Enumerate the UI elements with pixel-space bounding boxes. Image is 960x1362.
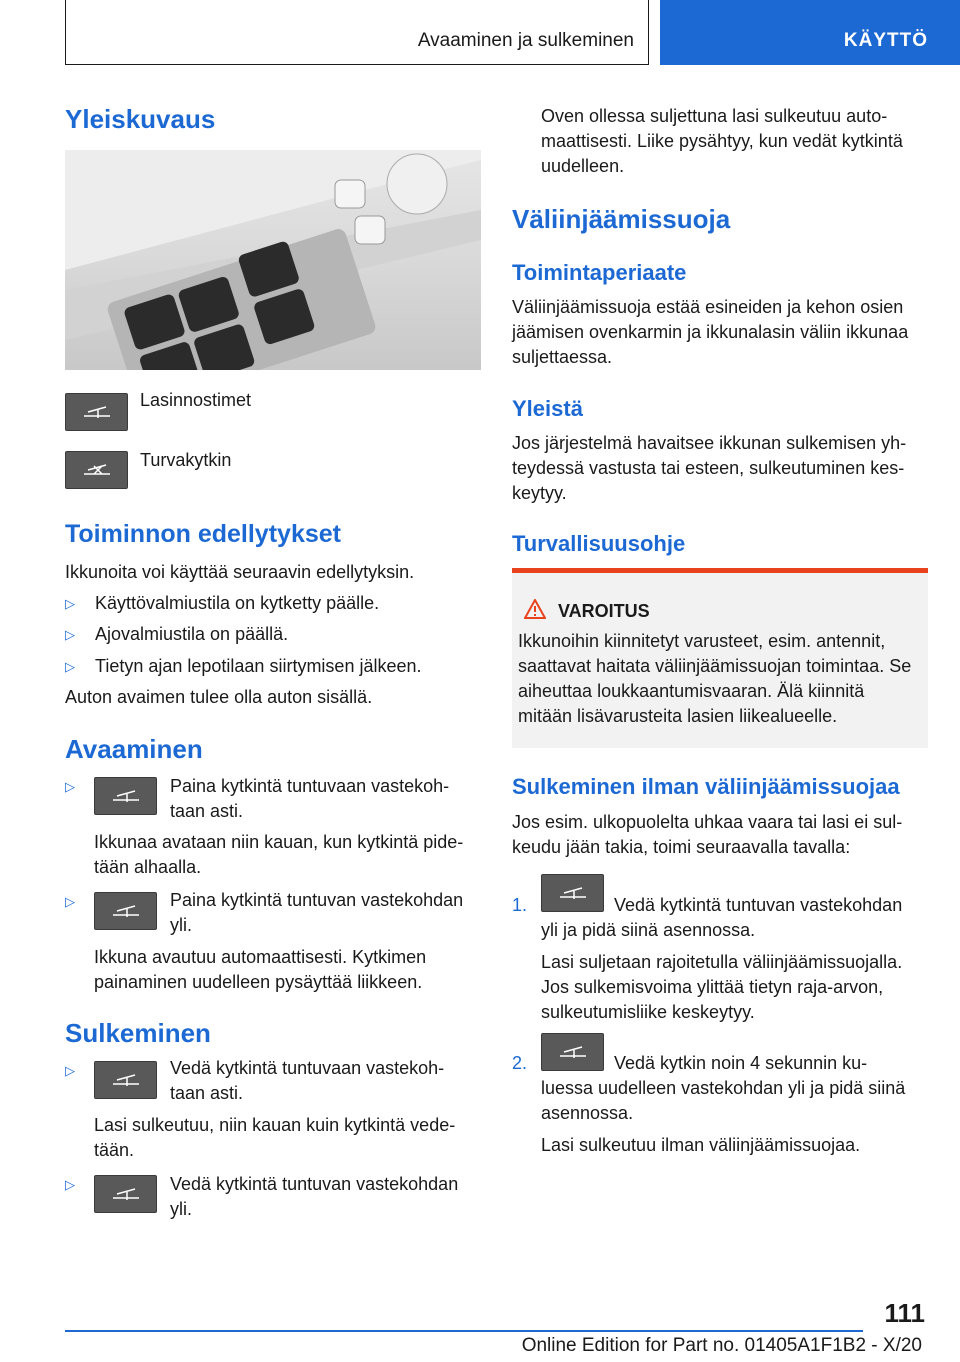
no-pinch-heading: Sulkeminen ilman väliinjäämissuojaa: [512, 774, 900, 799]
bullet-icon: ▷: [65, 894, 75, 909]
header-chapter-title: KÄYTTÖ: [843, 30, 928, 51]
general-heading: Yleistä: [512, 396, 583, 421]
prerequisites-note: Auton avaimen tulee olla auton sisällä.: [65, 687, 373, 707]
closing-heading: Sulkeminen: [65, 1018, 211, 1048]
step-2-text: Vedä kytkin noin 4 sekunnin ku-: [614, 1053, 868, 1073]
step-number: 1.: [512, 895, 528, 915]
bullet-icon: ▷: [65, 659, 75, 674]
list-item: ▷ Ajovalmiustila on päällä.: [65, 622, 481, 647]
general-text: Jos järjestelmä havaitsee ikkunan sulkemisen yh-teydessä vastusta tai esteen, sulkeutuminen kes-keytyy.: [512, 433, 907, 503]
footer-rule: [65, 1330, 863, 1332]
close-step-2-line1: Vedä kytkintä tuntuvan vastekohdan: [170, 1174, 459, 1194]
window-switch-icon: [94, 777, 157, 815]
header-chapter-tab: [660, 0, 960, 65]
bullet-icon: ▷: [65, 779, 75, 794]
header-section-title: Avaaminen ja sulkeminen: [417, 30, 634, 51]
window-switch-icon: [541, 1033, 604, 1071]
header-section-box: [65, 0, 649, 65]
window-switch-icon: [94, 1061, 157, 1099]
window-switch-photo: [65, 150, 481, 370]
warning-text: Ikkunoihin kiinnitetyt varusteet, esim. antennit, saattavat haitata väliinjäämissuojan toimintaa. Se aiheuttaa loukkaantumisvaaran. Älä kiinnitä mitään lisävarusteita lasien liikealueelle.: [518, 631, 912, 726]
overview-heading: Yleiskuvaus: [65, 104, 216, 134]
step-1-text: Vedä kytkintä tuntuvan vastekohdan: [614, 895, 903, 915]
close-step-2-line2: yli.: [170, 1199, 192, 1219]
safety-switch-icon: [65, 451, 128, 489]
list-item: ▷ Käyttövalmiustila on kytketty päälle.: [65, 591, 481, 616]
window-switch-illustration: [65, 150, 481, 370]
open-step-2-line1: Paina kytkintä tuntuvan vastekohdan: [170, 890, 464, 910]
prerequisites-heading: Toiminnon edellytykset: [65, 520, 341, 548]
open-step-1-line2: taan asti.: [170, 801, 244, 821]
safety-heading: Turvallisuusohje: [512, 531, 686, 556]
window-lifter-icon: [65, 393, 128, 431]
pinch-protection-heading: Väliinjäämissuoja: [512, 204, 731, 234]
step-number: 2.: [512, 1053, 528, 1073]
prerequisites-intro: Ikkunoita voi käyttää seuraavin edellytyksin.: [65, 562, 415, 582]
principle-heading: Toimintaperiaate: [512, 260, 687, 285]
bullet-icon: ▷: [65, 627, 75, 642]
warning-box: [512, 568, 928, 748]
step-2-result: Lasi sulkeutuu ilman väliinjäämissuojaa.: [541, 1135, 861, 1155]
open-step-1-result: Ikkunaa avataan niin kauan, kun kytkintä pide-tään alhaalla.: [94, 832, 464, 877]
window-switch-icon: [541, 874, 604, 912]
bullet-icon: ▷: [65, 1177, 75, 1192]
page-number: 111: [884, 1298, 925, 1328]
close-step-1-line1: Vedä kytkintä tuntuvaan vastekoh-: [170, 1058, 445, 1078]
open-step-2-result: Ikkuna avautuu automaattisesti. Kytkimen painaminen uudelleen pysäyttää liikkeen.: [94, 947, 427, 992]
close-step-1-line2: taan asti.: [170, 1083, 244, 1103]
list-item: ▷ Tietyn ajan lepotilaan siirtymisen jälkeen.: [65, 654, 481, 679]
open-step-1-line1: Paina kytkintä tuntuvaan vastekoh-: [170, 776, 450, 796]
close-step-1-result: Lasi sulkeutuu, niin kauan kuin kytkintä vede-tään.: [94, 1115, 456, 1160]
no-pinch-intro: Jos esim. ulkopuolelta uhkaa vaara tai lasi ei sul-keudu jään takia, toimi seuraavalla tavalla:: [512, 812, 903, 857]
legend-label-safety-switch: Turvakytkin: [140, 450, 232, 470]
legend-label-window-lifters: Lasinnostimet: [140, 390, 252, 410]
principle-text: Väliinjäämissuoja estää esineiden ja kehon osien jäämisen ovenkarmin ja ikkunalasin väliin ikkunaa suljettaessa.: [512, 297, 909, 367]
window-switch-icon: [94, 892, 157, 930]
open-step-2-line2: yli.: [170, 915, 192, 935]
step-1-text-cont: yli ja pidä siinä asennossa.: [541, 920, 756, 940]
footer-edition: Online Edition for Part no. 01405A1F1B2 - X/20: [521, 1335, 922, 1356]
warning-title: VAROITUS: [558, 601, 650, 621]
step-1-result: Lasi suljetaan rajoitetulla väliinjäämissuojalla. Jos sulkemisvoima ylittää tietyn raja-arvon, sulkeutumisliike keskeytyy.: [541, 952, 903, 1022]
warning-triangle-icon: [524, 599, 546, 619]
bullet-icon: ▷: [65, 596, 75, 611]
bullet-icon: ▷: [65, 1063, 75, 1078]
auto-close-text: Oven ollessa suljettuna lasi sulkeutuu auto-maattisesti. Liike pysähtyy, kun vedät kytkintä uudelleen.: [541, 106, 903, 176]
window-switch-icon: [94, 1175, 157, 1213]
opening-heading: Avaaminen: [65, 734, 203, 764]
step-2-text-cont: luessa uudelleen vastekohdan yli ja pidä siinä asennossa.: [541, 1078, 906, 1123]
